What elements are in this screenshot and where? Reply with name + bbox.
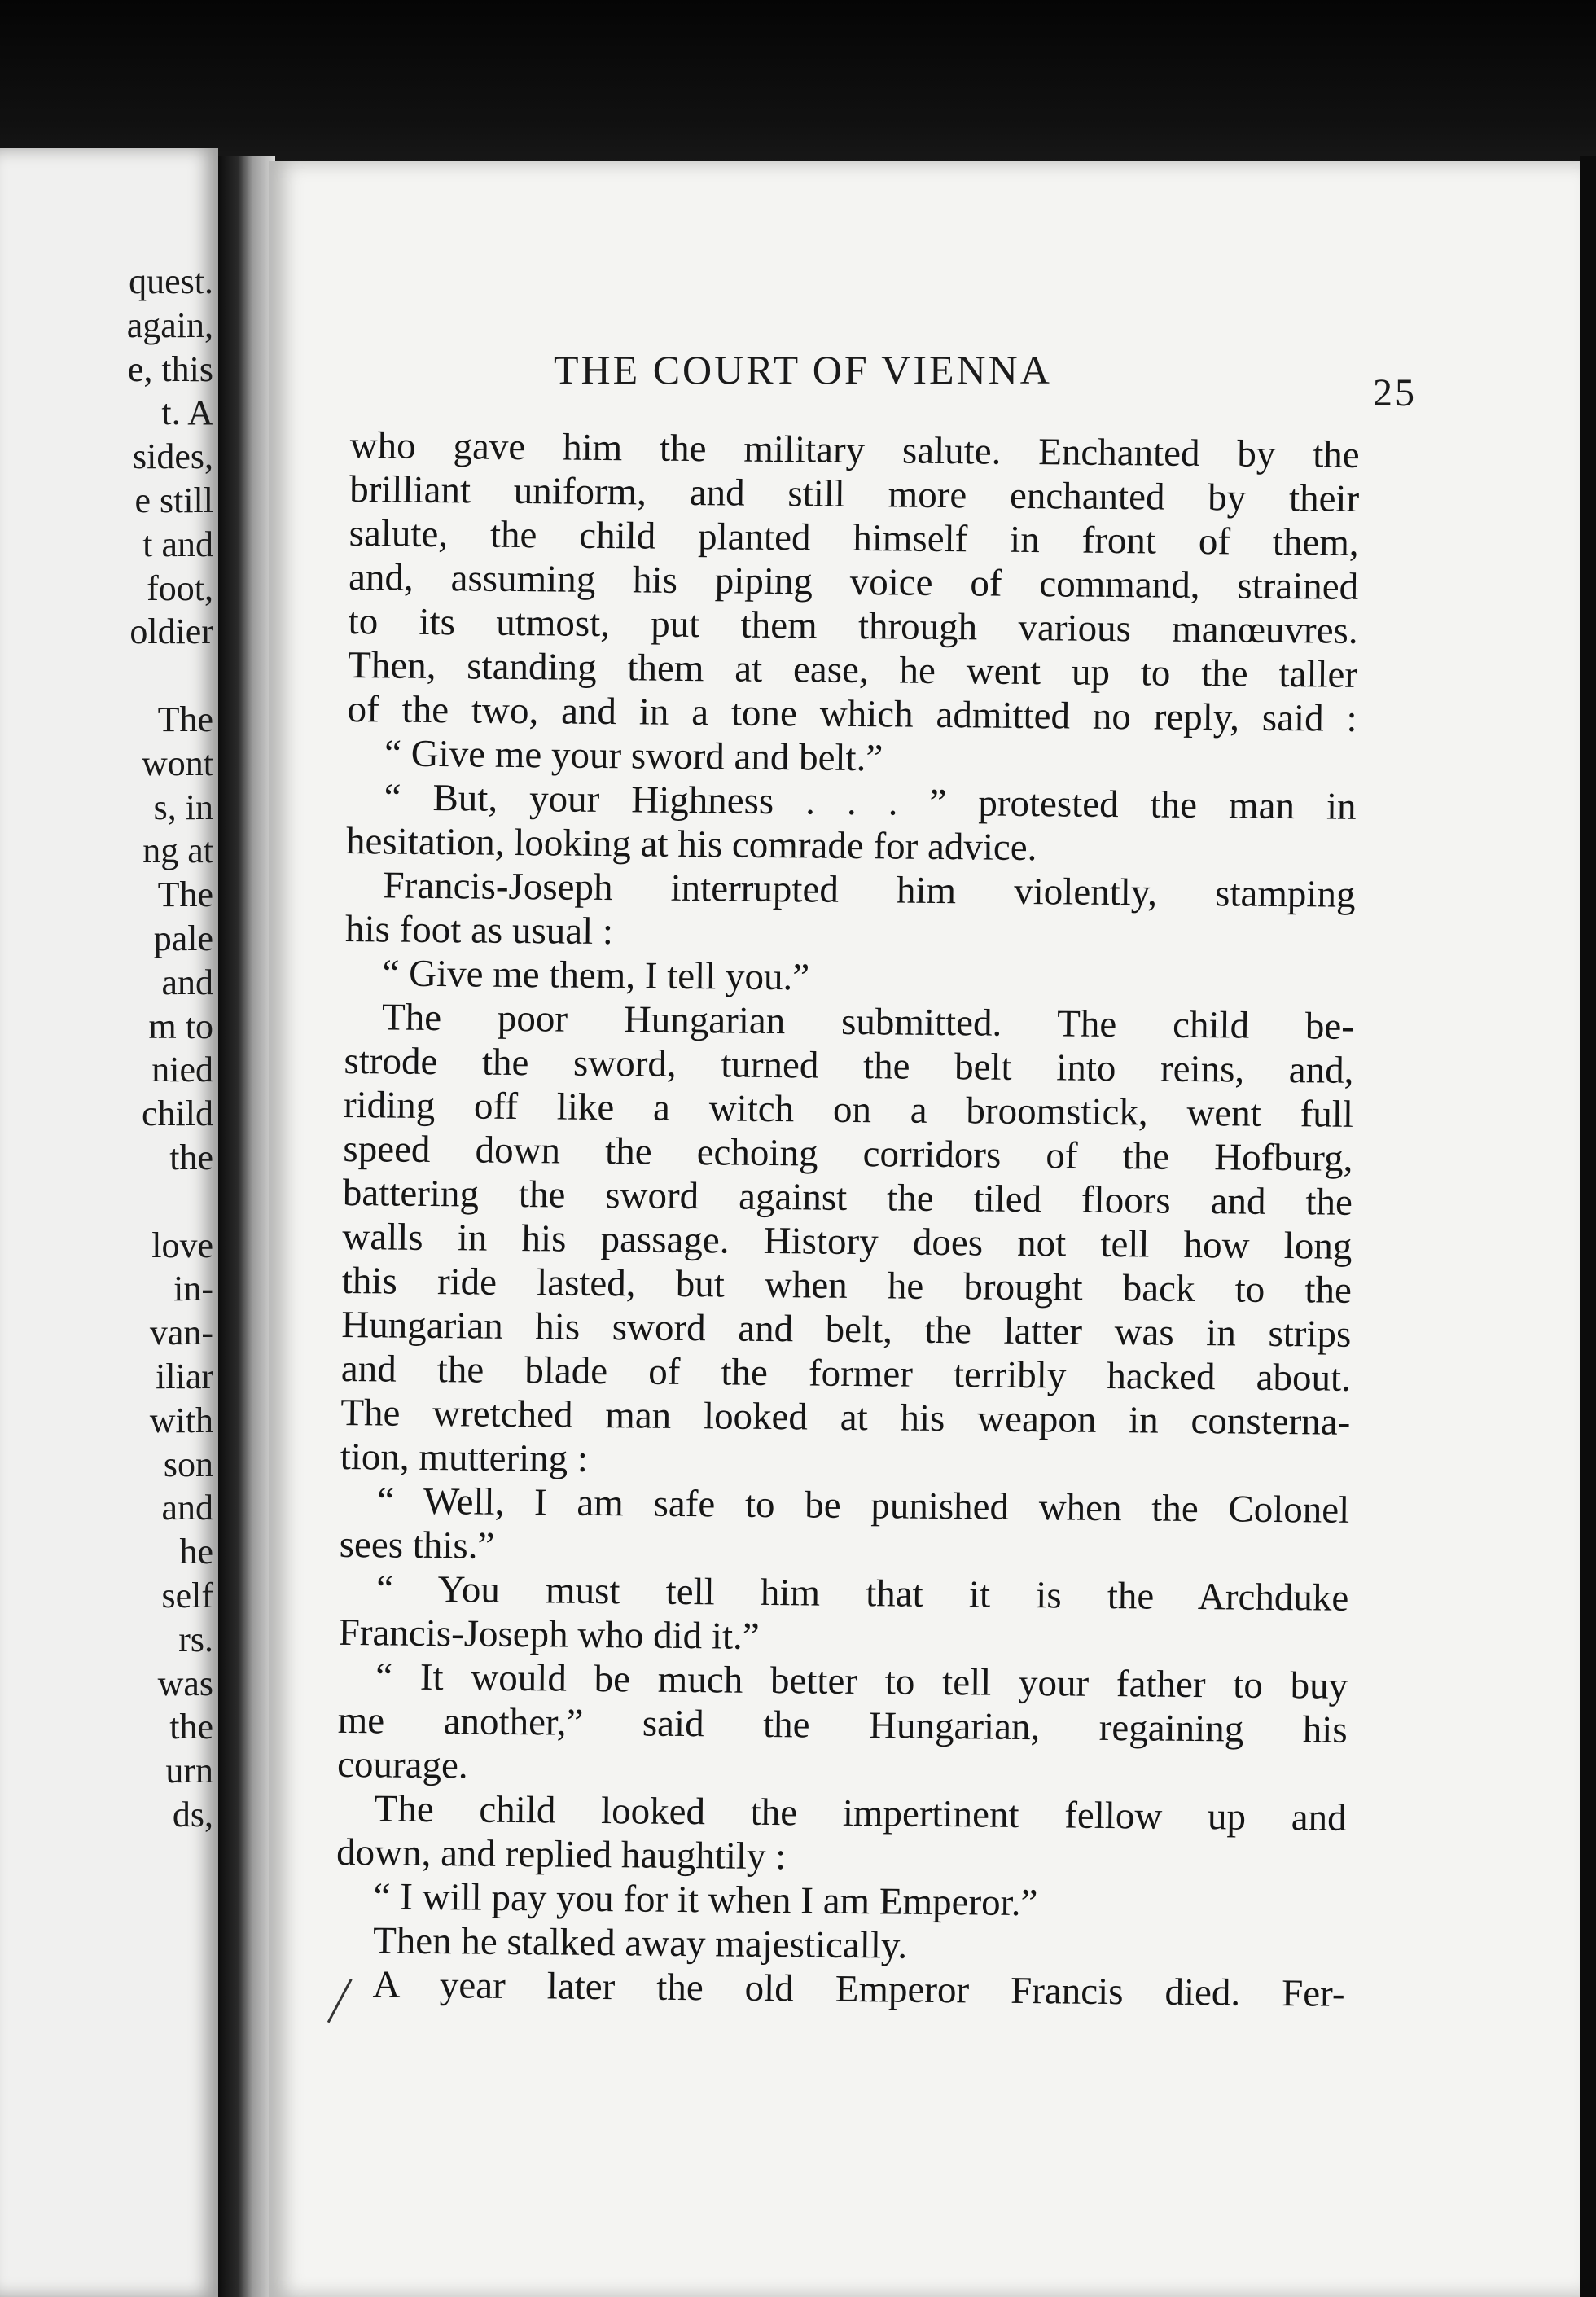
text-line: to its utmost, put them through various manœuvres. — [348, 599, 1358, 652]
page-number: 25 — [1373, 371, 1417, 414]
left-page-line: he — [179, 1532, 213, 1572]
text-line: me another,” said the Hungarian, regaining his — [337, 1699, 1348, 1751]
left-page-line: van- — [149, 1313, 213, 1353]
left-page-line: the — [169, 1707, 213, 1747]
text-line: “ It would be much better to tell your father to buy — [375, 1655, 1348, 1707]
left-page-line: rs. — [178, 1619, 213, 1659]
left-page-line: The — [157, 875, 213, 915]
text-line: walls in his passage. History does not tell how long — [342, 1215, 1353, 1268]
text-line: and the blade of the former terribly hacked about. — [340, 1347, 1352, 1400]
left-page-line: and — [161, 962, 213, 1002]
text-line: sees this.” — [339, 1523, 495, 1567]
left-page-line: foot, — [147, 568, 213, 608]
left-page-line: t and — [142, 524, 213, 564]
left-page-line: ds, — [172, 1795, 213, 1835]
text-line: Francis-Joseph interrupted him violently, stamping — [383, 864, 1356, 916]
left-page-fragment — [0, 148, 218, 2297]
left-page-line: son — [163, 1444, 213, 1484]
text-line: “ Give me them, I tell you.” — [382, 952, 810, 999]
left-page-line: love — [151, 1225, 213, 1265]
text-line: riding off like a witch on a broomstick, went full — [343, 1083, 1354, 1136]
text-line: who gave him the military salute. Enchanted by the — [349, 423, 1360, 476]
left-page-line: and — [161, 1488, 213, 1528]
text-line: this ride lasted, but when he brought back to the — [341, 1259, 1353, 1312]
text-line: brilliant uniform, and still more enchanted by their — [349, 467, 1360, 520]
left-page-line: s, in — [153, 787, 213, 827]
left-page-line: child — [142, 1094, 213, 1134]
text-line: tion, muttering : — [340, 1435, 589, 1480]
left-page-line: m to — [148, 1006, 213, 1046]
text-line: A year later the old Emperor Francis died. Fer- — [372, 1963, 1345, 2015]
text-line: “ Give me your sword and belt.” — [384, 732, 884, 780]
left-page-line: oldier — [129, 612, 213, 652]
running-title: THE COURT OF VIENNA — [554, 347, 1052, 392]
left-page-line: sides, — [133, 436, 213, 477]
left-page-line: self — [161, 1576, 213, 1615]
text-line: courage. — [336, 1742, 468, 1787]
left-page-line: pale — [153, 918, 213, 958]
text-line: and, assuming his piping voice of command, strained — [348, 555, 1359, 608]
left-page-line: wont — [142, 743, 213, 783]
left-page-line: urn — [165, 1751, 213, 1791]
text-line: his foot as usual : — [344, 907, 614, 953]
text-line: down, and replied haughtily : — [335, 1830, 787, 1878]
left-page-line: iliar — [156, 1357, 213, 1396]
text-line: “ Well, I am safe to be punished when the Colonel — [377, 1479, 1350, 1532]
book-gutter — [218, 156, 275, 2297]
text-line: speed down the echoing corridors of the Hofburg, — [343, 1127, 1353, 1180]
left-page-line: the — [169, 1138, 213, 1177]
text-line: strode the sword, turned the belt into reins, and, — [344, 1039, 1354, 1092]
text-line: The poor Hungarian submitted. The child be- — [381, 996, 1355, 1048]
text-line: salute, the child planted himself in front of them, — [349, 511, 1359, 564]
left-page-line: with — [149, 1400, 213, 1440]
left-page-line: was — [157, 1663, 213, 1703]
text-line: “ I will pay you for it when I am Emperor.” — [373, 1875, 1038, 1925]
left-page-line: e still — [134, 480, 213, 520]
left-page-line: nied — [151, 1050, 213, 1090]
left-page-line: t. A — [161, 392, 213, 433]
text-line: Then he stalked away majestically. — [372, 1919, 908, 1967]
left-page-line: e, this — [127, 348, 213, 389]
text-line: Then, standing them at ease, he went up to the taller — [347, 643, 1358, 696]
left-page-line: quest. — [129, 261, 213, 301]
text-line: The wretched man looked at his weapon in consterna- — [340, 1391, 1351, 1444]
text-line: Hungarian his sword and belt, the latter was in strips — [341, 1303, 1352, 1356]
text-line: Francis-Joseph who did it.” — [338, 1611, 760, 1658]
left-page-line: again, — [126, 305, 213, 345]
text-line: hesitation, looking at his comrade for advice. — [345, 819, 1037, 870]
text-line: of the two, and in a tone which admitted no reply, said : — [347, 687, 1357, 740]
scan-background-top — [0, 0, 1596, 179]
right-scan-edge — [1580, 156, 1596, 2297]
text-line: battering the sword against the tiled floors and the — [342, 1171, 1353, 1224]
text-line: The child looked the impertinent fellow up and — [374, 1787, 1347, 1839]
text-line: “ But, your Highness . . . ” protested the man in — [384, 776, 1357, 828]
left-page-line: The — [157, 699, 213, 739]
body-text — [335, 423, 1360, 2016]
left-page-line: in- — [173, 1269, 213, 1309]
left-page-line: ng at — [142, 831, 213, 871]
text-line: “ You must tell him that it is the Archduke — [376, 1567, 1349, 1620]
